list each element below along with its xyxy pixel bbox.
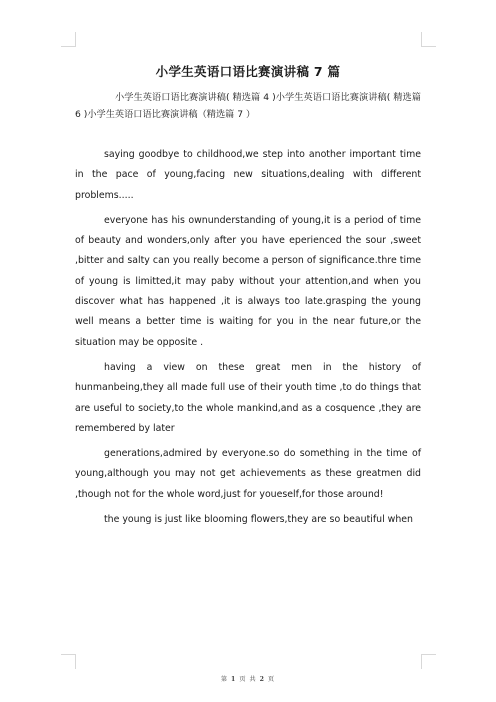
footer-total-pages: 2 xyxy=(259,676,265,683)
document-page xyxy=(75,62,421,535)
document-title: 小学生英语口语比赛演讲稿 7 篇 xyxy=(155,64,341,79)
corner-mark-top-left xyxy=(61,32,76,47)
footer-middle: 页 共 xyxy=(239,676,257,683)
footer-page-number: 1 xyxy=(231,676,237,683)
document-body xyxy=(75,145,421,530)
page-footer xyxy=(0,674,496,683)
document-subtitle: 小学生英语口语比赛演讲稿( 精选篇 4 )小学生英语口语比赛演讲稿( 精选篇 6 )小学生英语口语比赛演讲稿（精选篇 7 ） xyxy=(75,92,421,120)
corner-mark-top-right xyxy=(421,32,436,47)
body-paragraph: everyone has his ownunderstanding of young,it is a period of time of beauty and wonders,only after you have eperienced the sour ,sweet ,bitter and salty can you really become a person of significance.thre time of young is limitted,it may paby without your attention,and when you discover what has happened ,it is always too late.grasping the young well means a better time is waiting for you in the near future,or the situation may be opposite . xyxy=(75,214,421,348)
body-paragraph: generations,admired by everyone.so do something in the time of young,although you may not get achievements as these greatmen did ,though not for the whole word,just for youeself,for those around! xyxy=(75,448,421,500)
corner-mark-bottom-right xyxy=(421,654,436,669)
body-paragraph: the young is just like blooming flowers,they are so beautiful when xyxy=(104,514,413,526)
body-paragraph: having a view on these great men in the history of hunmanbeing,they all made full use of their youth time ,to do things that are useful to society,to the whole mankind,and as a cosquence ,they are remembered by later xyxy=(75,361,421,434)
footer-prefix: 第 xyxy=(220,676,229,683)
footer-suffix: 页 xyxy=(267,676,276,683)
corner-mark-bottom-left xyxy=(61,654,76,669)
body-paragraph: saying goodbye to childhood,we step into another important time in the pace of young,facing new situations,dealing with different problems..... xyxy=(75,149,421,201)
